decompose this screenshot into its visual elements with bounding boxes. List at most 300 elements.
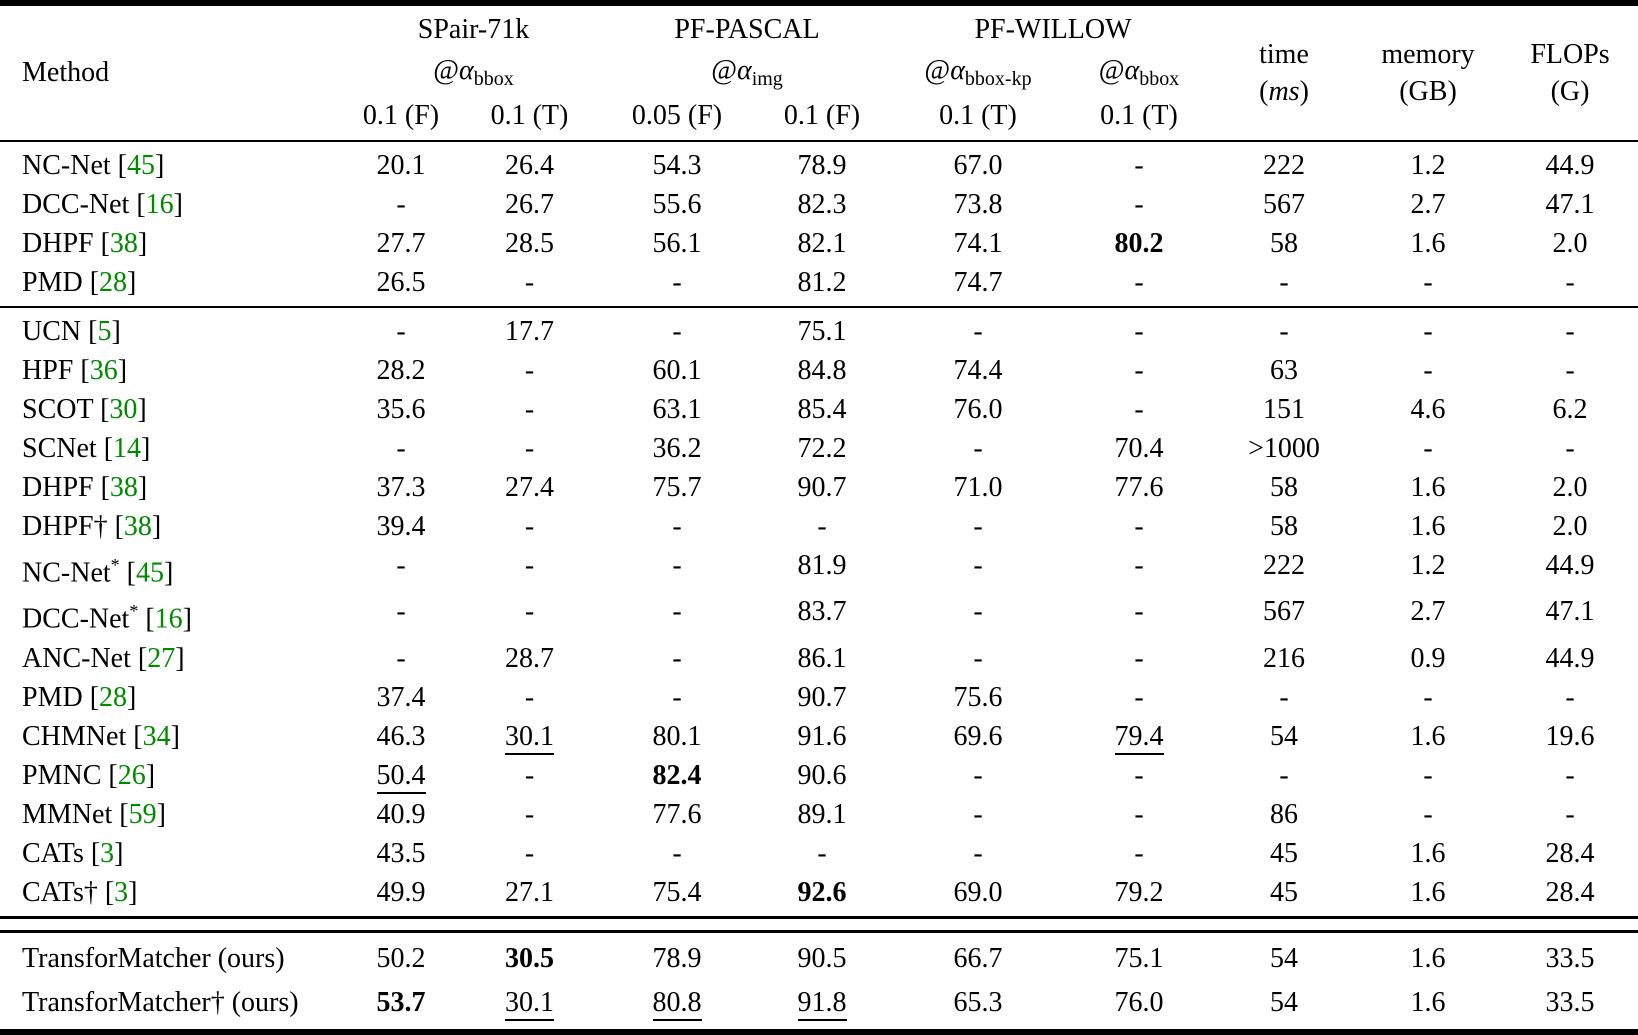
citation-link[interactable]: 28 bbox=[99, 267, 128, 298]
metric-cell bbox=[457, 639, 602, 678]
metric-cell bbox=[1502, 873, 1638, 912]
spair-71k-header: SPair-71k bbox=[417, 14, 530, 45]
metric-cell bbox=[457, 717, 602, 756]
metric-cell bbox=[892, 468, 1064, 507]
metric-value: - bbox=[973, 759, 983, 791]
citation-link[interactable]: 27 bbox=[147, 642, 176, 674]
metric-cell bbox=[1502, 546, 1638, 592]
metric-value: - bbox=[1423, 355, 1433, 386]
metric-cell bbox=[752, 468, 892, 507]
method-name: SCOT bbox=[22, 394, 94, 425]
metric-cell bbox=[602, 873, 752, 912]
citation-link[interactable]: 16 bbox=[154, 603, 183, 635]
metric-cell bbox=[752, 639, 892, 678]
metric-cell bbox=[892, 507, 1064, 546]
metric-value: 77.6 bbox=[652, 798, 702, 830]
metric-cell bbox=[602, 224, 752, 263]
willow-alpha-bbox-kp-label bbox=[892, 55, 1064, 91]
metric-value: 2.7 bbox=[1410, 596, 1446, 628]
subcol-willow-01t-kp: 0.1 (T) bbox=[939, 100, 1017, 131]
metric-cell bbox=[752, 756, 892, 795]
metric-value: - bbox=[973, 642, 983, 674]
metric-cell bbox=[345, 390, 457, 429]
subcol-spair-01t: 0.1 (T) bbox=[490, 100, 569, 131]
metric-cell bbox=[1214, 351, 1354, 390]
metric-value: 1.6 bbox=[1410, 986, 1446, 1018]
metric-cell bbox=[1502, 263, 1638, 302]
metric-value: - bbox=[817, 837, 827, 869]
metric-value: 74.7 bbox=[953, 267, 1003, 298]
metric-value: - bbox=[672, 596, 682, 628]
metric-value: 45 bbox=[1270, 837, 1298, 869]
metric-value: 63.1 bbox=[652, 394, 702, 425]
metric-value: 17.7 bbox=[505, 316, 554, 347]
metric-cell bbox=[457, 834, 602, 873]
method-group-baselines-1 bbox=[0, 142, 1638, 306]
metric-cell bbox=[892, 834, 1064, 873]
method-name: CATs† bbox=[22, 876, 98, 908]
metric-cell bbox=[602, 312, 752, 351]
metric-value: 26.5 bbox=[376, 267, 426, 298]
method-cell bbox=[0, 981, 345, 1025]
metric-cell bbox=[1502, 429, 1638, 468]
citation-link[interactable]: 38 bbox=[109, 228, 138, 259]
metric-cell bbox=[1214, 390, 1354, 429]
metric-cell bbox=[1064, 312, 1214, 351]
metric-value: 67.0 bbox=[953, 150, 1003, 181]
metric-cell bbox=[345, 468, 457, 507]
metric-value: 47.1 bbox=[1545, 189, 1595, 220]
metric-cell bbox=[345, 146, 457, 185]
metric-value: 80.2 bbox=[1114, 228, 1164, 259]
citation-link[interactable]: 30 bbox=[109, 394, 138, 425]
metric-cell bbox=[1214, 756, 1354, 795]
metric-cell bbox=[1502, 185, 1638, 224]
metric-value: 69.0 bbox=[953, 876, 1003, 908]
metric-value: 1.2 bbox=[1410, 550, 1446, 581]
metric-value: 1.6 bbox=[1410, 837, 1446, 869]
metric-value: 30.1 bbox=[505, 722, 554, 755]
metric-value: 27.1 bbox=[505, 876, 554, 908]
metric-cell bbox=[602, 717, 752, 756]
metric-cell bbox=[892, 592, 1064, 638]
metric-value: 78.9 bbox=[652, 942, 702, 974]
pf-willow-header: PF-WILLOW bbox=[974, 14, 1132, 45]
metric-cell bbox=[1354, 873, 1502, 912]
metric-cell bbox=[1354, 185, 1502, 224]
citation-link[interactable]: 16 bbox=[145, 189, 174, 220]
metric-cell bbox=[1214, 146, 1354, 185]
metric-cell bbox=[1502, 981, 1638, 1025]
method-name: TransforMatcher (ours) bbox=[22, 942, 285, 974]
metric-cell bbox=[345, 834, 457, 873]
metric-value: 80.8 bbox=[653, 988, 702, 1021]
metric-value: 73.8 bbox=[953, 189, 1003, 220]
metric-cell bbox=[602, 834, 752, 873]
metric-cell bbox=[1214, 795, 1354, 834]
metric-value: 0.9 bbox=[1410, 642, 1446, 674]
metric-value: 28.4 bbox=[1545, 837, 1595, 869]
metric-value: 70.4 bbox=[1114, 433, 1164, 464]
method-name: CATs bbox=[22, 837, 84, 869]
metric-value: 53.7 bbox=[376, 986, 426, 1018]
metric-cell bbox=[345, 981, 457, 1025]
metric-value: - bbox=[396, 642, 406, 674]
metric-cell bbox=[1064, 937, 1214, 981]
metric-cell bbox=[1064, 224, 1214, 263]
metric-value: 222 bbox=[1263, 550, 1305, 581]
metric-cell bbox=[457, 756, 602, 795]
metric-value: 1.6 bbox=[1410, 942, 1446, 974]
metric-cell bbox=[1354, 937, 1502, 981]
metric-value: 84.8 bbox=[797, 355, 847, 386]
method-name: NC-Net bbox=[22, 150, 111, 181]
metric-value: - bbox=[973, 837, 983, 869]
alpha-subscript: img bbox=[751, 68, 783, 90]
metric-value: 6.2 bbox=[1552, 394, 1588, 425]
method-cell: DHPF† [38] bbox=[22, 511, 162, 542]
metric-cell bbox=[1354, 224, 1502, 263]
metric-value: 19.6 bbox=[1545, 720, 1595, 752]
metric-cell bbox=[892, 351, 1064, 390]
metric-cell bbox=[1354, 639, 1502, 678]
method-name: DHPF bbox=[22, 472, 94, 503]
metric-value: - bbox=[1134, 511, 1144, 542]
method-cell: NC-Net [45] bbox=[22, 150, 165, 181]
metric-value: 78.9 bbox=[797, 150, 847, 181]
method-name: ANC-Net bbox=[22, 642, 131, 674]
method-name: PMNC bbox=[22, 759, 102, 791]
metric-value: 55.6 bbox=[652, 189, 702, 220]
metric-cell bbox=[457, 873, 602, 912]
metric-cell bbox=[602, 678, 752, 717]
metric-cell bbox=[1214, 873, 1354, 912]
method-cell: DHPF [38] bbox=[22, 472, 148, 503]
metric-value: 27.7 bbox=[376, 228, 426, 259]
metric-cell bbox=[752, 717, 892, 756]
metric-value: - bbox=[524, 394, 535, 425]
metric-cell bbox=[1064, 834, 1214, 873]
metric-value: 567 bbox=[1263, 596, 1305, 628]
metric-cell bbox=[1354, 795, 1502, 834]
metric-value: 80.1 bbox=[652, 720, 702, 752]
metric-value: - bbox=[1423, 759, 1433, 791]
metric-value: - bbox=[1134, 355, 1144, 386]
metric-value: - bbox=[524, 355, 535, 386]
pascal-alpha-img-label bbox=[602, 55, 892, 91]
metric-cell bbox=[1064, 468, 1214, 507]
metric-value: - bbox=[1423, 433, 1433, 464]
subcol-willow-01t-bbox: 0.1 (T) bbox=[1100, 100, 1178, 131]
metric-value: - bbox=[973, 511, 983, 542]
metric-cell bbox=[1502, 312, 1638, 351]
metric-value: 75.1 bbox=[797, 316, 847, 347]
metric-cell bbox=[1064, 185, 1214, 224]
metric-value: - bbox=[1565, 267, 1575, 298]
metric-cell bbox=[1214, 639, 1354, 678]
metric-cell bbox=[457, 312, 602, 351]
metric-cell bbox=[345, 546, 457, 592]
metric-cell bbox=[752, 507, 892, 546]
metric-cell bbox=[1354, 312, 1502, 351]
metric-cell bbox=[345, 937, 457, 981]
method-cell: PMD [28] bbox=[22, 267, 137, 298]
metric-cell bbox=[1502, 224, 1638, 263]
citation-link[interactable]: 45 bbox=[135, 557, 164, 589]
metric-value: 83.7 bbox=[797, 596, 847, 628]
metric-value: - bbox=[672, 642, 682, 674]
metric-value: 28.4 bbox=[1545, 876, 1595, 908]
metric-value: 2.7 bbox=[1410, 189, 1446, 220]
citation-link[interactable]: 26 bbox=[117, 759, 146, 791]
metric-value: - bbox=[524, 759, 535, 791]
metric-cell bbox=[892, 546, 1064, 592]
metric-cell bbox=[1064, 146, 1214, 185]
method-cell: PMD [28] bbox=[22, 681, 137, 713]
metric-cell bbox=[1214, 263, 1354, 302]
metric-cell bbox=[1064, 592, 1214, 638]
metric-cell bbox=[1064, 639, 1214, 678]
metric-cell bbox=[345, 429, 457, 468]
metric-cell bbox=[752, 263, 892, 302]
metric-cell bbox=[1502, 937, 1638, 981]
citation-link[interactable]: 38 bbox=[123, 511, 152, 542]
metric-cell bbox=[457, 263, 602, 302]
citation-link[interactable]: 45 bbox=[126, 150, 155, 181]
metric-cell bbox=[345, 678, 457, 717]
metric-cell bbox=[602, 981, 752, 1025]
metric-value: - bbox=[396, 596, 406, 628]
metric-cell bbox=[1354, 546, 1502, 592]
metric-cell bbox=[602, 937, 752, 981]
metric-value: - bbox=[1134, 837, 1144, 869]
metric-cell bbox=[602, 795, 752, 834]
method-name: DCC-Net bbox=[22, 189, 130, 220]
metric-value: 47.1 bbox=[1545, 596, 1595, 628]
citation-link[interactable]: 59 bbox=[128, 798, 157, 830]
metric-value: - bbox=[524, 837, 535, 869]
citation-link[interactable]: 36 bbox=[89, 355, 118, 386]
method-cell: MMNet [59] bbox=[22, 798, 166, 830]
metric-cell bbox=[892, 717, 1064, 756]
metric-cell bbox=[1354, 834, 1502, 873]
metric-cell bbox=[1064, 507, 1214, 546]
metric-value: 2.0 bbox=[1552, 472, 1588, 503]
metric-value: - bbox=[1565, 681, 1575, 713]
subcol-spair-01f: 0.1 (F) bbox=[362, 100, 440, 131]
method-name: HPF bbox=[22, 355, 74, 386]
metric-cell bbox=[1214, 546, 1354, 592]
citation-link[interactable]: 34 bbox=[142, 720, 171, 752]
metric-value: - bbox=[1134, 759, 1144, 791]
method-cell: CATs [3] bbox=[22, 837, 124, 869]
metric-value: - bbox=[396, 550, 406, 581]
ms-unit: ms bbox=[1268, 76, 1300, 107]
method-cell: PMNC [26] bbox=[22, 759, 156, 791]
metric-value: 65.3 bbox=[953, 986, 1003, 1018]
metric-value: 27.4 bbox=[505, 472, 554, 503]
metric-cell bbox=[892, 678, 1064, 717]
metric-cell bbox=[457, 678, 602, 717]
metric-cell bbox=[345, 756, 457, 795]
method-cell: DCC-Net [16] bbox=[22, 189, 183, 220]
metric-cell bbox=[1064, 351, 1214, 390]
metric-cell bbox=[1214, 834, 1354, 873]
metric-cell bbox=[752, 937, 892, 981]
metric-cell bbox=[1214, 312, 1354, 351]
metric-value: 89.1 bbox=[797, 798, 847, 830]
metric-cell bbox=[1354, 390, 1502, 429]
metric-cell bbox=[602, 639, 752, 678]
metric-cell bbox=[1502, 756, 1638, 795]
metric-cell bbox=[457, 429, 602, 468]
metric-value: 92.6 bbox=[797, 876, 847, 908]
metric-value: 36.2 bbox=[652, 433, 702, 464]
metric-cell bbox=[1502, 468, 1638, 507]
metric-value: 1.6 bbox=[1410, 511, 1446, 542]
metric-cell bbox=[1064, 678, 1214, 717]
metric-cell bbox=[345, 639, 457, 678]
metric-value: 90.7 bbox=[797, 681, 847, 713]
metric-value: 567 bbox=[1263, 189, 1305, 220]
metric-cell bbox=[1214, 468, 1354, 507]
metric-cell bbox=[457, 937, 602, 981]
alpha-symbol: α bbox=[950, 55, 965, 86]
metric-value: 33.5 bbox=[1545, 942, 1595, 974]
metric-cell bbox=[457, 390, 602, 429]
metric-cell bbox=[1354, 429, 1502, 468]
metric-value: 35.6 bbox=[376, 394, 426, 425]
method-column-header: Method bbox=[22, 57, 110, 88]
method-cell: NC-Net* [45] bbox=[22, 555, 174, 589]
metric-value: - bbox=[1565, 316, 1575, 347]
metric-cell bbox=[752, 146, 892, 185]
metric-value: 77.6 bbox=[1114, 472, 1164, 503]
metric-value: 75.6 bbox=[953, 681, 1003, 713]
ours-separator-double-rule bbox=[0, 916, 1638, 933]
metric-value: 151 bbox=[1263, 394, 1305, 425]
metric-value: - bbox=[1279, 759, 1289, 791]
metric-cell bbox=[752, 351, 892, 390]
metric-value: 1.6 bbox=[1410, 472, 1446, 503]
metric-cell bbox=[345, 717, 457, 756]
metric-cell bbox=[1064, 981, 1214, 1025]
method-cell: CATs† [3] bbox=[22, 876, 138, 908]
metric-value: 1.6 bbox=[1410, 720, 1446, 752]
metric-value: - bbox=[1565, 798, 1575, 830]
bottom-rule bbox=[0, 1029, 1638, 1035]
metric-cell bbox=[1502, 351, 1638, 390]
metric-value: 76.0 bbox=[1114, 986, 1164, 1018]
metric-cell bbox=[1214, 981, 1354, 1025]
metric-value: 82.3 bbox=[797, 189, 847, 220]
metric-value: - bbox=[524, 267, 535, 298]
metric-value: 28.5 bbox=[505, 228, 554, 259]
metric-value: 44.9 bbox=[1545, 642, 1595, 674]
metric-value: 37.3 bbox=[376, 472, 426, 503]
flops-unit: (G) bbox=[1550, 76, 1590, 107]
metric-cell bbox=[892, 873, 1064, 912]
metric-value: - bbox=[973, 550, 983, 581]
method-name: UCN bbox=[22, 316, 82, 347]
citation-link[interactable]: 14 bbox=[113, 433, 142, 464]
citation-link[interactable]: 28 bbox=[99, 681, 128, 713]
metric-cell bbox=[1502, 592, 1638, 638]
metric-value: 86.1 bbox=[797, 642, 847, 674]
metric-value: 90.6 bbox=[797, 759, 847, 791]
alpha-symbol: α bbox=[459, 55, 474, 86]
metric-value: 1.6 bbox=[1410, 228, 1446, 259]
time-label: time bbox=[1259, 39, 1309, 70]
spair-alpha-bbox-label bbox=[345, 55, 602, 91]
metric-cell bbox=[1502, 146, 1638, 185]
metric-value: - bbox=[973, 433, 983, 464]
metric-cell bbox=[752, 390, 892, 429]
citation-link[interactable]: 5 bbox=[97, 316, 112, 347]
citation-link[interactable]: 38 bbox=[109, 472, 138, 503]
method-cell: HPF [36] bbox=[22, 355, 128, 386]
citation-link[interactable]: 3 bbox=[114, 876, 129, 908]
metric-cell bbox=[457, 351, 602, 390]
metric-cell bbox=[1064, 546, 1214, 592]
metric-cell bbox=[1502, 390, 1638, 429]
metric-value: - bbox=[1134, 316, 1144, 347]
method-name: MMNet bbox=[22, 798, 113, 830]
at-sign: @ bbox=[711, 55, 737, 86]
method-name: PMD bbox=[22, 681, 83, 713]
metric-cell bbox=[602, 592, 752, 638]
metric-cell bbox=[1502, 717, 1638, 756]
subcol-pascal-01f: 0.1 (F) bbox=[783, 100, 861, 131]
metric-cell bbox=[752, 312, 892, 351]
metric-cell bbox=[1502, 678, 1638, 717]
metric-cell bbox=[602, 146, 752, 185]
metric-value: 216 bbox=[1263, 642, 1305, 674]
metric-cell bbox=[1064, 390, 1214, 429]
metric-value: 69.6 bbox=[953, 720, 1003, 752]
metric-value: - bbox=[672, 316, 682, 347]
metric-value: - bbox=[672, 550, 682, 581]
metric-cell bbox=[752, 185, 892, 224]
metric-cell bbox=[1354, 507, 1502, 546]
method-name: DHPF† bbox=[22, 511, 108, 542]
metric-cell bbox=[1214, 937, 1354, 981]
metric-value: - bbox=[396, 433, 406, 464]
metric-cell bbox=[1354, 351, 1502, 390]
method-cell: DCC-Net* [16] bbox=[22, 601, 192, 635]
time-unit bbox=[1214, 73, 1354, 110]
memory-column-header bbox=[1354, 36, 1502, 110]
metric-value: - bbox=[396, 316, 406, 347]
metric-value: - bbox=[1279, 681, 1289, 713]
metric-value: - bbox=[1134, 642, 1144, 674]
metric-value: 63 bbox=[1270, 355, 1298, 386]
metric-value: - bbox=[1134, 189, 1144, 220]
method-cell: DHPF [38] bbox=[22, 228, 148, 259]
citation-link[interactable]: 3 bbox=[100, 837, 115, 869]
metric-cell bbox=[345, 592, 457, 638]
alpha-symbol: α bbox=[1124, 55, 1140, 86]
alpha-symbol: α bbox=[736, 55, 752, 86]
metric-value: 58 bbox=[1270, 511, 1298, 542]
metric-value: 1.6 bbox=[1410, 876, 1446, 908]
flops-column-header bbox=[1502, 36, 1638, 110]
metric-cell bbox=[602, 185, 752, 224]
metric-cell bbox=[1214, 678, 1354, 717]
metric-cell bbox=[1354, 678, 1502, 717]
metric-cell bbox=[345, 224, 457, 263]
metric-cell bbox=[1354, 756, 1502, 795]
